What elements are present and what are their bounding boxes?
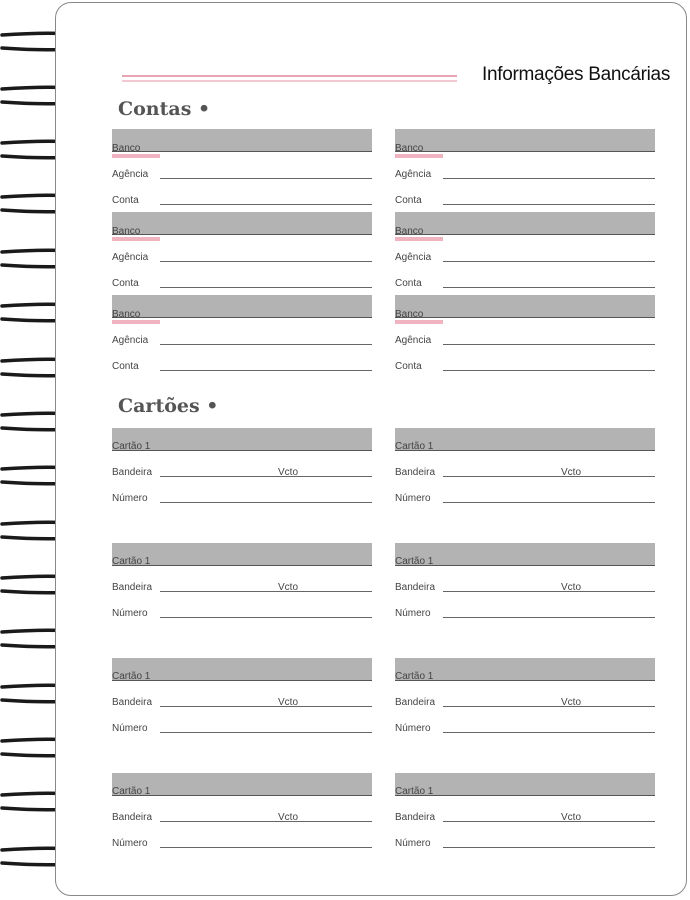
banco-label: Banco: [395, 226, 424, 237]
numero-field[interactable]: [443, 847, 655, 848]
agencia-label: Agência: [395, 169, 432, 180]
numero-field[interactable]: [160, 732, 372, 733]
conta-field[interactable]: [160, 204, 372, 205]
cartao-band: [395, 658, 655, 681]
bandeira-field[interactable]: [443, 821, 655, 822]
bandeira-field[interactable]: [443, 706, 655, 707]
bandeira-label: Bandeira: [395, 812, 436, 823]
cartao-band: [112, 428, 372, 451]
vcto-label: Vcto: [561, 697, 582, 708]
numero-label: Número: [395, 608, 431, 619]
vcto-label: Vcto: [561, 467, 582, 478]
cartao-band: [395, 428, 655, 451]
conta-field[interactable]: [160, 370, 372, 371]
banco-label: Banco: [112, 309, 141, 320]
bandeira-label: Bandeira: [112, 697, 153, 708]
cartao-label: Cartão 1: [395, 786, 434, 797]
banco-label: Banco: [395, 309, 424, 320]
agencia-field[interactable]: [160, 344, 372, 345]
cartao-band: [112, 658, 372, 681]
numero-field[interactable]: [443, 617, 655, 618]
bandeira-field[interactable]: [160, 821, 372, 822]
conta-label: Conta: [112, 195, 139, 206]
cartao-band: [112, 543, 372, 566]
banco-label: Banco: [112, 226, 141, 237]
conta-band: [112, 129, 372, 152]
conta-field[interactable]: [443, 370, 655, 371]
numero-label: Número: [395, 723, 431, 734]
banco-accent: [395, 154, 443, 158]
agencia-label: Agência: [395, 252, 432, 263]
cartao-band: [112, 773, 372, 796]
bandeira-label: Bandeira: [112, 467, 153, 478]
cartao-label: Cartão 1: [112, 441, 151, 452]
conta-label: Conta: [112, 361, 139, 372]
bandeira-field[interactable]: [160, 476, 372, 477]
cartao-band: [395, 773, 655, 796]
vcto-label: Vcto: [278, 467, 299, 478]
numero-field[interactable]: [443, 732, 655, 733]
cartoes-heading: Cartões •: [118, 395, 219, 417]
numero-field[interactable]: [160, 847, 372, 848]
conta-band: [395, 129, 655, 152]
bandeira-field[interactable]: [443, 591, 655, 592]
bandeira-field[interactable]: [443, 476, 655, 477]
bandeira-field[interactable]: [160, 591, 372, 592]
cartao-label: Cartão 1: [395, 671, 434, 682]
title-rule-top: [122, 75, 457, 77]
agencia-label: Agência: [112, 252, 149, 263]
agencia-field[interactable]: [443, 344, 655, 345]
conta-label: Conta: [395, 361, 422, 372]
agencia-field[interactable]: [443, 261, 655, 262]
numero-label: Número: [112, 608, 148, 619]
agencia-field[interactable]: [443, 178, 655, 179]
agencia-label: Agência: [395, 335, 432, 346]
cartao-label: Cartão 1: [395, 441, 434, 452]
banco-accent: [395, 320, 443, 324]
conta-band: [112, 212, 372, 235]
agencia-label: Agência: [112, 335, 149, 346]
numero-field[interactable]: [443, 502, 655, 503]
bandeira-field[interactable]: [160, 706, 372, 707]
cartao-label: Cartão 1: [112, 556, 151, 567]
vcto-label: Vcto: [561, 582, 582, 593]
cartao-label: Cartão 1: [112, 786, 151, 797]
cartao-band: [395, 543, 655, 566]
bandeira-label: Bandeira: [112, 582, 153, 593]
agencia-field[interactable]: [160, 178, 372, 179]
banco-accent: [395, 237, 443, 241]
banco-accent: [112, 320, 160, 324]
page-title: Informações Bancárias: [482, 64, 671, 85]
conta-label: Conta: [395, 278, 422, 289]
conta-band: [112, 295, 372, 318]
contas-heading: Contas •: [118, 98, 211, 120]
banco-label: Banco: [395, 143, 424, 154]
title-rule-bottom: [122, 80, 457, 82]
conta-band: [395, 212, 655, 235]
vcto-label: Vcto: [278, 582, 299, 593]
numero-field[interactable]: [160, 617, 372, 618]
banco-accent: [112, 237, 160, 241]
bandeira-label: Bandeira: [395, 697, 436, 708]
conta-label: Conta: [112, 278, 139, 289]
vcto-label: Vcto: [278, 697, 299, 708]
conta-field[interactable]: [443, 204, 655, 205]
bandeira-label: Bandeira: [112, 812, 153, 823]
banco-label: Banco: [112, 143, 141, 154]
conta-band: [395, 295, 655, 318]
numero-label: Número: [395, 838, 431, 849]
numero-label: Número: [395, 493, 431, 504]
conta-field[interactable]: [443, 287, 655, 288]
conta-field[interactable]: [160, 287, 372, 288]
numero-label: Número: [112, 493, 148, 504]
vcto-label: Vcto: [278, 812, 299, 823]
conta-label: Conta: [395, 195, 422, 206]
agencia-label: Agência: [112, 169, 149, 180]
numero-label: Número: [112, 723, 148, 734]
banco-accent: [112, 154, 160, 158]
cartao-label: Cartão 1: [112, 671, 151, 682]
numero-field[interactable]: [160, 502, 372, 503]
bandeira-label: Bandeira: [395, 467, 436, 478]
vcto-label: Vcto: [561, 812, 582, 823]
numero-label: Número: [112, 838, 148, 849]
agencia-field[interactable]: [160, 261, 372, 262]
cartao-label: Cartão 1: [395, 556, 434, 567]
bandeira-label: Bandeira: [395, 582, 436, 593]
